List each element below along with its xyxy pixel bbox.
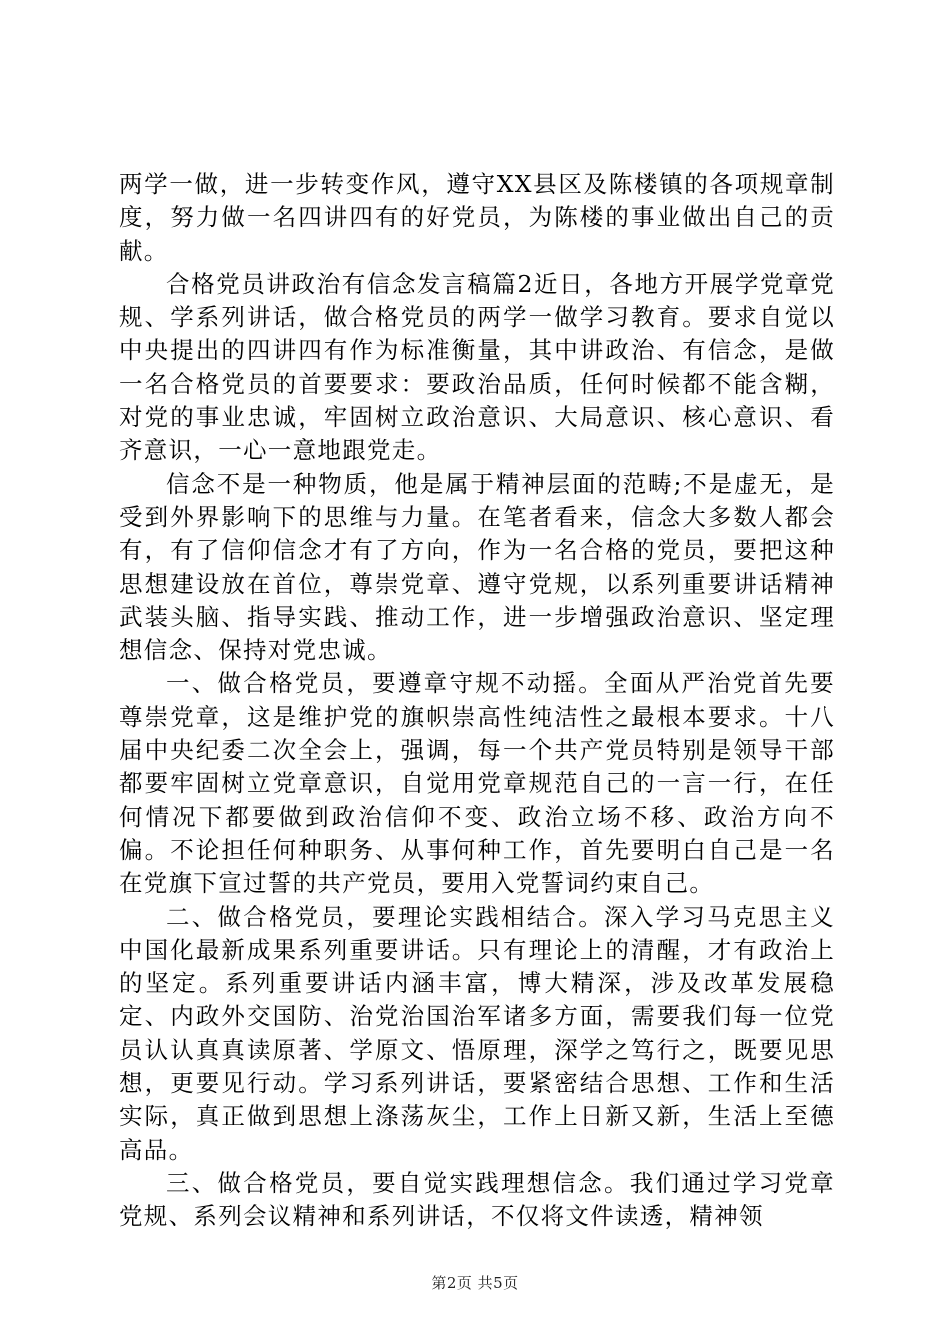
paragraph-6: 三、做合格党员，要自觉实践理想信念。我们通过学习党章党规、系列会议精神和系列讲话，不仅将文件读透，精神领 — [119, 1168, 835, 1231]
paragraph-5: 二、做合格党员，要理论实践相结合。深入学习马克思主义中国化最新成果系列重要讲话。只有理论上的清醒，才有政治上的坚定。系列重要讲话内涵丰富，博大精深，涉及改革发展稳定、内政外交国防、治党治国治军诸多方面，需要我们每一位党员认认真真读原著、学原文、悟原理，深学之笃行之，既要见思想，更要见行动。学习系列讲话，要紧密结合思想、工作和生活实际，真正做到思想上涤荡灰尘，工作上日新又新，生活上至德高品。 — [119, 902, 835, 1164]
paragraph-2: 合格党员讲政治有信念发言稿篇2近日，各地方开展学党章党规、学系列讲话，做合格党员的两学一做学习教育。要求自觉以中央提出的四讲四有作为标准衡量，其中讲政治、有信念，是做一名合格党员的首要要求：要政治品质，任何时候都不能含糊，对党的事业忠诚，牢固树立政治意识、大局意识、核心意识、看齐意识，一心一意地跟党走。 — [119, 269, 835, 465]
page-footer: 第2页 共5页 — [431, 1274, 519, 1292]
paragraph-4: 一、做合格党员，要遵章守规不动摇。全面从严治党首先要尊崇党章，这是维护党的旗帜崇高性纯洁性之最根本要求。十八届中央纪委二次全会上，强调，每一个共产党员特别是领导干部都要牢固树立党章意识，自觉用党章规范自己的一言一行，在任何情况下都要做到政治信仰不变、政治立场不移、政治方向不偏。不论担任何种职务、从事何种工作，首先要明白自己是一名在党旗下宣过誓的共产党员，要用入党誓词约束自己。 — [119, 669, 835, 898]
document-body — [119, 168, 835, 1234]
paragraph-3: 信念不是一种物质，他是属于精神层面的范畴;不是虚无，是受到外界影响下的思维与力量。在笔者看来，信念大多数人都会有，有了信仰信念才有了方向，作为一名合格的党员，要把这种思想建设放在首位，尊崇党章、遵守党规，以系列重要讲话精神武装头脑、指导实践、推动工作，进一步增强政治意识、坚定理想信念、保持对党忠诚。 — [119, 469, 835, 665]
paragraph-1: 两学一做，进一步转变作风，遵守XX县区及陈楼镇的各项规章制度，努力做一名四讲四有的好党员，为陈楼的事业做出自己的贡献。 — [119, 170, 835, 265]
